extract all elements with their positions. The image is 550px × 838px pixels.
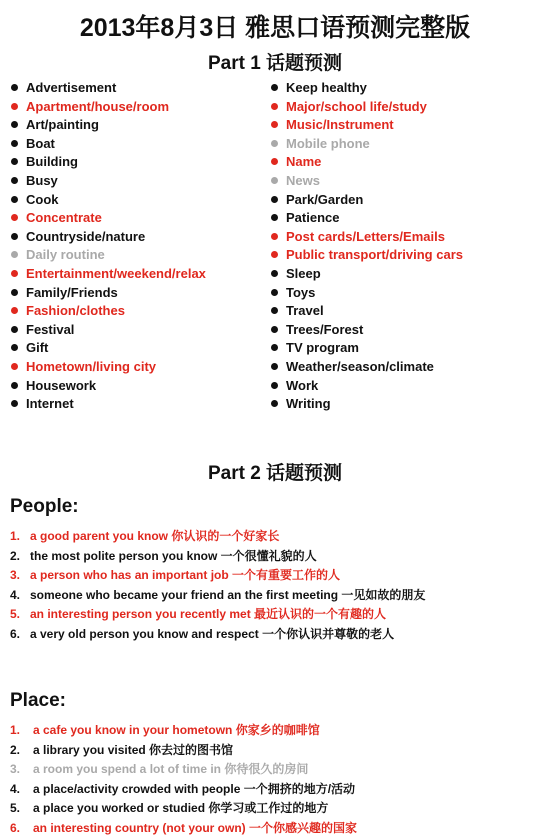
topic-item: Fashion/clothes <box>10 302 206 321</box>
list-item <box>10 586 425 606</box>
list-item <box>10 625 425 645</box>
topic-item: Keep healthy <box>270 79 463 98</box>
item-number: 4. <box>10 586 30 606</box>
item-number: 1. <box>10 721 33 741</box>
topic-item: Busy <box>10 172 206 191</box>
item-number: 1. <box>10 527 30 547</box>
topic-item: Weather/season/climate <box>270 358 463 377</box>
item-text: an interesting country (not your own) 一个你感兴趣的国家 <box>33 821 357 835</box>
topic-item: Gift <box>10 339 206 358</box>
part2-heading: Part 2 话题预测 <box>0 458 550 485</box>
item-text: a cafe you know in your hometown 你家乡的咖啡馆 <box>33 723 320 737</box>
item-text: a place/activity crowded with people 一个拥挤的地方/活动 <box>33 782 355 796</box>
topic-item: Work <box>270 377 463 396</box>
item-number: 6. <box>10 819 33 838</box>
topic-item: Music/Instrument <box>270 116 463 135</box>
topic-item: Sleep <box>270 265 463 284</box>
topic-item: Housework <box>10 377 206 396</box>
topic-item: Park/Garden <box>270 191 463 210</box>
item-number: 5. <box>10 605 30 625</box>
part1-right-topic-list <box>270 79 463 414</box>
place-topic-list <box>10 721 357 838</box>
topic-item: Toys <box>270 284 463 303</box>
item-text: someone who became your friend an the first meeting 一见如故的朋友 <box>30 588 425 602</box>
topic-item: Family/Friends <box>10 284 206 303</box>
topic-item: Name <box>270 153 463 172</box>
list-item <box>10 547 425 567</box>
item-text: a place you worked or studied 你学习或工作过的地方 <box>33 801 328 815</box>
place-heading: Place: <box>10 690 66 712</box>
part1-left-topic-list <box>10 79 206 414</box>
topic-item: Public transport/driving cars <box>270 246 463 265</box>
item-number: 2. <box>10 741 33 761</box>
item-number: 6. <box>10 625 30 645</box>
list-item <box>10 819 357 838</box>
topic-item: Countryside/nature <box>10 228 206 247</box>
topic-item: Cook <box>10 191 206 210</box>
item-text: the most polite person you know 一个很懂礼貌的人 <box>30 549 317 563</box>
list-item <box>10 721 357 741</box>
topic-item: Daily routine <box>10 246 206 265</box>
topic-item: Internet <box>10 395 206 414</box>
topic-item: Boat <box>10 135 206 154</box>
topic-item: Mobile phone <box>270 135 463 154</box>
topic-item: Hometown/living city <box>10 358 206 377</box>
item-number: 3. <box>10 760 33 780</box>
topic-item: Art/painting <box>10 116 206 135</box>
item-text: a person who has an important job 一个有重要工作的人 <box>30 568 340 582</box>
topic-item: Post cards/Letters/Emails <box>270 228 463 247</box>
people-topic-list <box>10 527 425 644</box>
topic-item: Concentrate <box>10 209 206 228</box>
item-number: 3. <box>10 566 30 586</box>
item-text: a good parent you know 你认识的一个好家长 <box>30 529 279 543</box>
topic-item: Travel <box>270 302 463 321</box>
list-item <box>10 741 357 761</box>
item-text: a library you visited 你去过的图书馆 <box>33 743 233 757</box>
topic-item: TV program <box>270 339 463 358</box>
topic-item: Festival <box>10 321 206 340</box>
list-item <box>10 780 357 800</box>
page-title: 2013年8月3日 雅思口语预测完整版 <box>0 8 550 44</box>
topic-item: Trees/Forest <box>270 321 463 340</box>
item-number: 4. <box>10 780 33 800</box>
list-item <box>10 605 425 625</box>
topic-item: Apartment/house/room <box>10 98 206 117</box>
item-text: a very old person you know and respect 一个你认识并尊敬的老人 <box>30 627 394 641</box>
list-item <box>10 566 425 586</box>
list-item <box>10 799 357 819</box>
topic-item: Patience <box>270 209 463 228</box>
topic-item: News <box>270 172 463 191</box>
people-heading: People: <box>10 496 79 518</box>
topic-item: Entertainment/weekend/relax <box>10 265 206 284</box>
list-item <box>10 760 357 780</box>
part1-heading: Part 1 话题预测 <box>0 48 550 75</box>
item-number: 5. <box>10 799 33 819</box>
item-number: 2. <box>10 547 30 567</box>
topic-item: Building <box>10 153 206 172</box>
topic-item: Advertisement <box>10 79 206 98</box>
topic-item: Writing <box>270 395 463 414</box>
list-item <box>10 527 425 547</box>
topic-item: Major/school life/study <box>270 98 463 117</box>
item-text: an interesting person you recently met 最近认识的一个有趣的人 <box>30 607 386 621</box>
item-text: a room you spend a lot of time in 你待很久的房间 <box>33 762 308 776</box>
